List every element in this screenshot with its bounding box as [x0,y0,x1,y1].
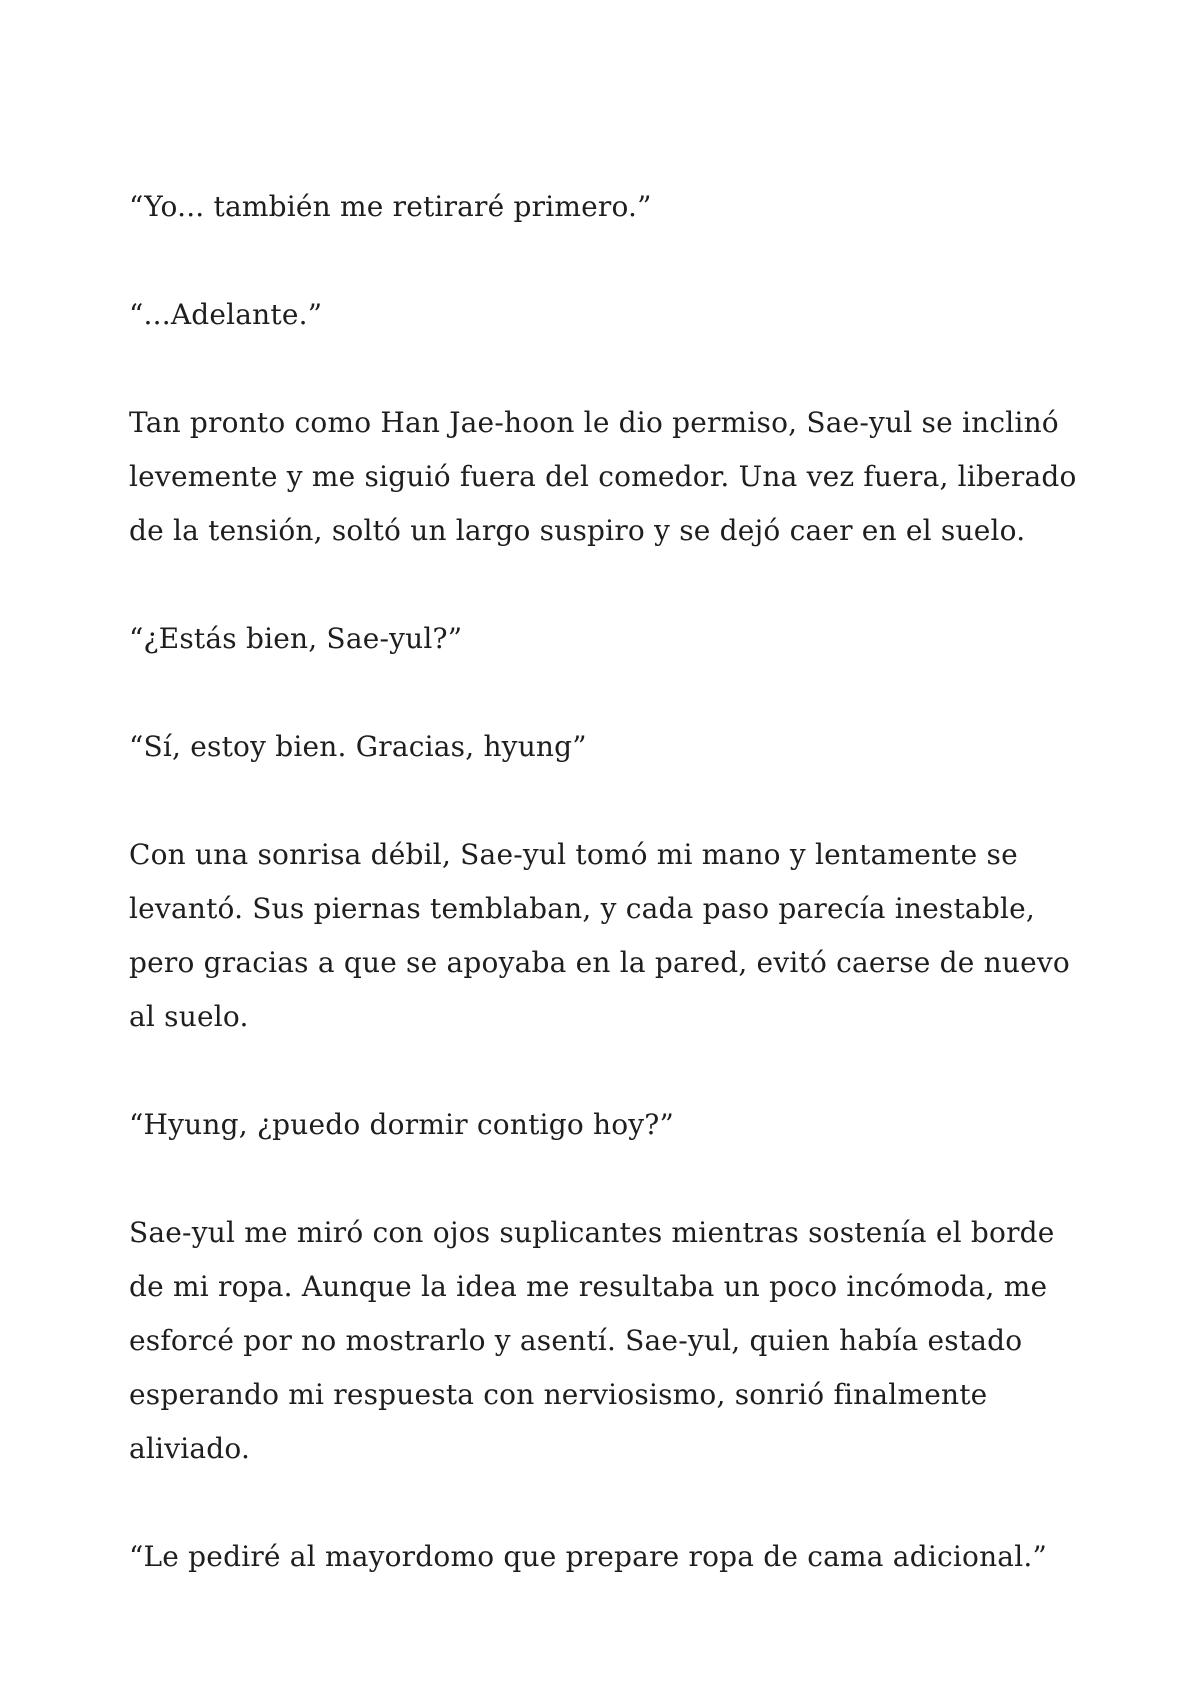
narrative-paragraph: Tan pronto como Han Jae-hoon le dio permiso, Sae-yul se inclinó levemente y me siguió fuera del comedor. Una vez fuera, liberado de la tensión, soltó un largo suspiro y se dejó caer en el suelo. [129,406,1077,547]
dialogue-paragraph: “Yo... también me retiraré primero.” [129,190,652,223]
narrative-paragraph: Sae-yul me miró con ojos suplicantes mientras sostenía el borde de mi ropa. Aunque la idea me resultaba un poco incómoda, me esforcé por no mostrarlo y asentí. Sae-yul, quien había estado esperando mi respuesta con nerviosismo, sonrió finalmente aliviado. [129,1216,1055,1465]
dialogue-paragraph: “...Adelante.” [129,298,323,331]
dialogue-paragraph: “Sí, estoy bien. Gracias, hyung” [129,730,587,763]
narrative-paragraph: Con una sonrisa débil, Sae-yul tomó mi mano y lentamente se levantó. Sus piernas temblaban, y cada paso parecía inestable, pero gracias a que se apoyaba en la pared, evitó caerse de nuevo al suelo. [129,838,1070,1033]
dialogue-paragraph: “Hyung, ¿puedo dormir contigo hoy?” [129,1108,675,1141]
document-body [129,180,1089,1584]
dialogue-paragraph: “Le pediré al mayordomo que prepare ropa de cama adicional.” [129,1540,1047,1573]
dialogue-paragraph: “¿Estás bien, Sae-yul?” [129,622,463,655]
